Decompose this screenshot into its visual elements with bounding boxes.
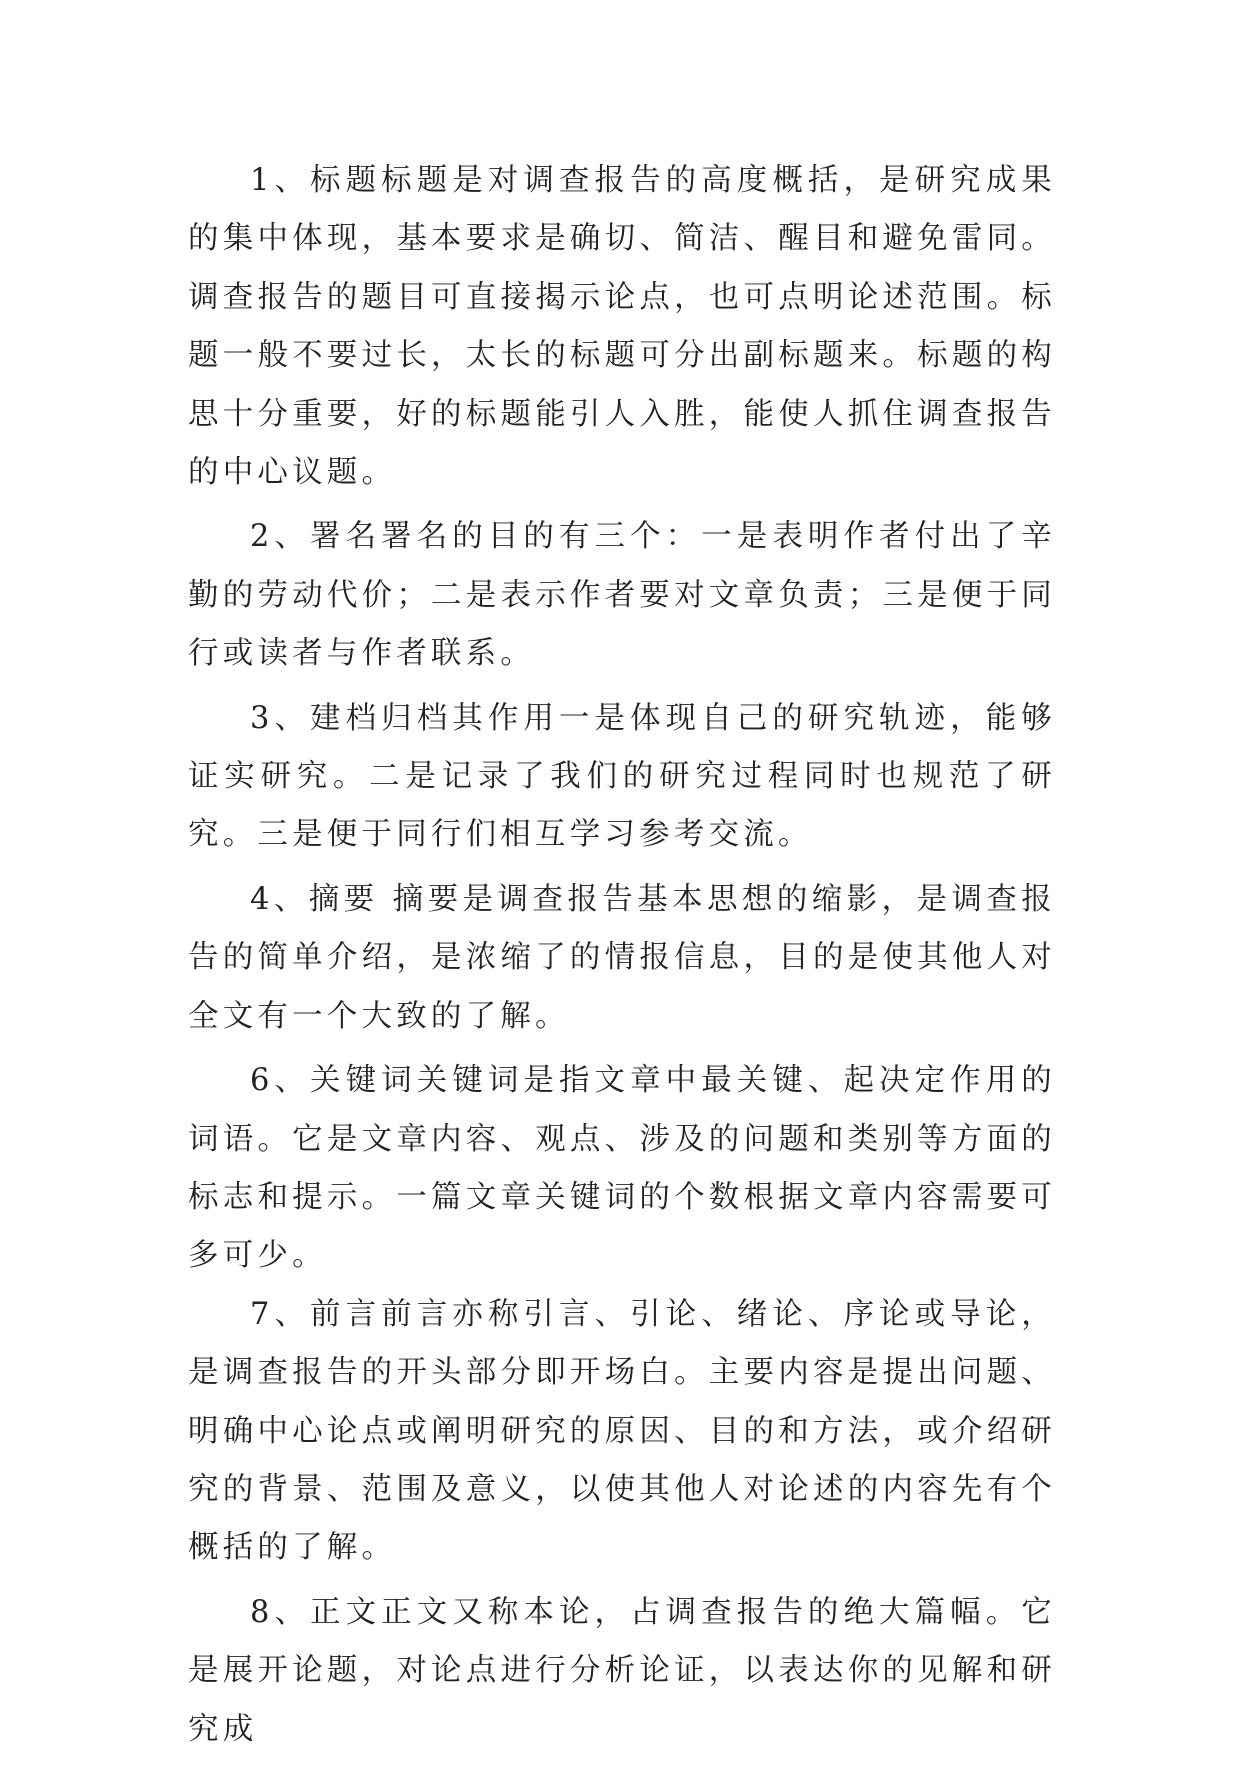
paragraph-preface-section: 7、前言前言亦称引言、引论、绪论、序论或导论，是调查报告的开头部分即开场白。主要内容是提出问题、明确中心论点或阐明研究的原因、目的和方法，或介绍研究的背景、范围及意义，以使其他人对论述的内容先有个概括的了解。	[188, 1296, 1056, 1566]
document-body	[188, 152, 1056, 1765]
paragraph-signature-section: 2、署名署名的目的有三个：一是表明作者付出了辛勤的劳动代价；二是表示作者要对文章负责；三是便于同行或读者与作者联系。	[188, 519, 1056, 672]
paragraph-main-body-section: 8、正文正文又称本论，占调查报告的绝大篇幅。它是展开论题，对论点进行分析论证，以表达你的见解和研究成	[188, 1594, 1056, 1747]
paragraph-archive-section: 3、建档归档其作用一是体现自己的研究轨迹，能够证实研究。二是记录了我们的研究过程同时也规范了研究。三是便于同行们相互学习参考交流。	[188, 700, 1056, 853]
paragraph-title-section: 1、标题标题是对调查报告的高度概括，是研究成果的集中体现，基本要求是确切、简洁、醒目和避免雷同。调查报告的题目可直接揭示论点，也可点明论述范围。标题一般不要过长，太长的标题可分出副标题来。标题的构思十分重要，好的标题能引人入胜，能使人抓住调查报告的中心议题。	[188, 163, 1056, 491]
paragraph-keywords-section: 6、关键词关键词是指文章中最关键、起决定作用的词语。它是文章内容、观点、涉及的问题和类别等方面的标志和提示。一篇文章关键词的个数根据文章内容需要可多可少。	[188, 1063, 1056, 1274]
paragraph-abstract-section: 4、摘要 摘要是调查报告基本思想的缩影，是调查报告的简单介绍，是浓缩了的情报信息，目的是使其他人对全文有一个大致的了解。	[188, 881, 1056, 1034]
